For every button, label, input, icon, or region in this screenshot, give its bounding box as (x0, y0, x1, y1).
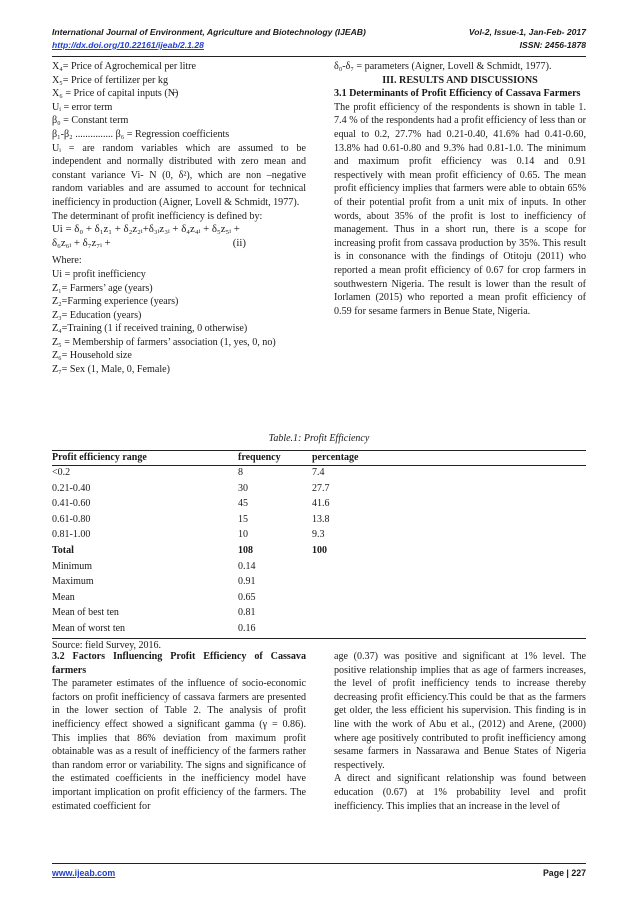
table-cell: 0.81-1.00 (52, 529, 91, 541)
table-cell: 30 (238, 482, 248, 494)
paragraph: Uᵢ = are random variables which are assumed to be independent and normally distributed with zero mean and constant variance Vi- N (0, δ²), which are non –negative random variables and are assumed to account for technical inefficiency in production (Aigner, Lovell & Schmidt, 1977). (52, 142, 306, 208)
table-total-row (52, 544, 586, 560)
section-heading: III. RESULTS AND DISCUSSIONS (382, 74, 538, 86)
table-cell: Mean of best ten (52, 607, 119, 619)
profit-efficiency-table (52, 450, 586, 655)
issn: ISSN: 2456-1878 (519, 40, 586, 50)
variable-definition: Z₁= Farmers’ age (years) (52, 282, 153, 294)
table-header-row (52, 450, 586, 466)
volume-issue: Vol-2, Issue-1, Jan-Feb- 2017 (468, 27, 586, 37)
table-caption: Table.1: Profit Efficiency (268, 433, 370, 444)
variable-definition: Z₃= Education (years) (52, 309, 142, 321)
table-row (52, 622, 586, 638)
variable-definition: X₅= Price of fertilizer per kg (52, 74, 168, 86)
table-cell: 15 (238, 513, 248, 525)
variable-definition: Z₅ = Membership of farmers’ association (1, yes, 0, no) (52, 336, 276, 348)
variable-definition: Z₆= Household size (52, 350, 132, 362)
variable-definition: Z₂=Farming experience (years) (52, 296, 179, 308)
variable-definition: Ui = profit inefficiency (52, 268, 146, 280)
running-header (52, 26, 586, 52)
variable-definition: β₁-β₂ ............... β₆ = Regression coefficients (52, 128, 230, 140)
site-link[interactable]: www.ijeab.com (52, 868, 116, 878)
table-cell: 0.41-0.60 (52, 498, 91, 510)
table-cell: 9.3 (312, 529, 325, 541)
column-header: Profit efficiency range (52, 452, 147, 463)
page-number: Page | 227 (542, 868, 586, 878)
table-cell: Mean (52, 591, 75, 603)
table-row (52, 560, 586, 576)
table-row (52, 497, 586, 513)
journal-title: International Journal of Environment, Agriculture and Biotechnology (IJEAB) (52, 27, 366, 37)
right-column-bottom (334, 650, 586, 813)
table-row (52, 591, 586, 607)
column-header: frequency (238, 452, 281, 463)
header-rule (52, 56, 586, 57)
table-cell: Minimum (52, 560, 93, 572)
footer-rule (52, 863, 586, 864)
table-cell: 8 (238, 467, 243, 478)
paragraph: A direct and significant relationship was found between education (0.67) at 1% probability level and profit inefficiency. This implies that an increase in the level of (334, 773, 586, 812)
variable-definition: Z₇= Sex (1, Male, 0, Female) (52, 364, 170, 376)
equation-line: Ui = δ₀ + δ₁z₁ + δ₂z₂ᵢ+δ₃ᵢz₃ᵢ + δ₄z₄ᵢ + δ₅z₅ᵢ + (52, 223, 240, 236)
column-header: percentage (312, 452, 359, 463)
table-cell: 27.7 (312, 482, 330, 494)
table-cell: 0.21-0.40 (52, 482, 91, 494)
variable-definition: β₀ = Constant term (52, 115, 129, 127)
left-column-top (52, 60, 306, 377)
table-cell: Mean of worst ten (52, 622, 126, 634)
table-cell: 10 (238, 529, 248, 541)
paragraph: δ₀-δ₇ = parameters (Aigner, Lovell & Schmidt, 1977). (334, 61, 552, 72)
variable-definition: X₆ = Price of capital inputs (N̶) (52, 88, 179, 100)
equation-number: (ii) (232, 236, 246, 249)
table-cell: <0.2 (52, 467, 71, 478)
table-cell: 45 (238, 498, 248, 510)
paragraph: age (0.37) was positive and significant at 1% level. The positive relationship implies that as age of farmers increases, the level of profit inefficiency tends to increase thereby decreasing profit efficiency.This could be that as the farmers get older, the less efficient his supervision. This finding is in line with the work of Abu et al., (2012) and Arene, (2000) where age positively contributed to profit inefficiency among sesame farmers in Nassarawa and Benue States of Nigeria respectively. (334, 651, 586, 771)
variable-definition: Uᵢ = error term (52, 101, 113, 113)
table-cell: 13.8 (312, 513, 330, 525)
table-row (52, 482, 586, 498)
subsection-heading: 3.2 Factors Influencing Profit Efficiency of Cassava farmers (52, 651, 306, 676)
table-row (52, 513, 586, 529)
table-cell: 7.4 (312, 467, 325, 478)
table-cell: Maximum (52, 576, 94, 588)
right-column-top (334, 60, 586, 318)
equation-line (52, 237, 306, 251)
table-source: Source: field Survey, 2016. (52, 639, 162, 651)
variable-definition: Z₄=Training (1 if received training, 0 otherwise) (52, 323, 248, 335)
paragraph: The determinant of profit inefficiency is defined by: (52, 210, 263, 222)
paragraph: The profit efficiency of the respondents is shown in table 1. 7.4 % of the respondents had a profit efficiency of less than or equal to 0.2, 27.7% had 0.21-0.40, 41.6% had 0.41-0.60, 13.8% had 0.61-0.80 and 9.3% had 0.81-1.0. The minimum and maximum profit efficiency was 0.14 and 0.91 respectively with mean profit efficiency of 0.65. The mean profit efficiency implies that farmers were able to obtain 65% of their potential profit from a unit mix of inputs. In other words, about 35% of the profit is lost to inefficiency of management. Thus in a short run, there is a scope for increasing profit from cassava production by 35%. This result is in consonance with the findings of Otitoju (2011) who reported a mean profit efficiency of 0.67 for crop farmers in southwestern Nigeria. The result is lower than the result of Iorlamen (2015) who reported a mean profit efficiency of 0.59 for sesame farmers in Benue State, Nigeria. (334, 101, 586, 317)
subsection-heading: 3.1 Determinants of Profit Efficiency of Cassava Farmers (334, 88, 581, 100)
table-cell: 0.14 (238, 560, 256, 572)
table-cell: 108 (238, 544, 253, 556)
table-row (52, 528, 586, 544)
table-cell: 0.81 (238, 607, 256, 619)
table-cell: 0.61-0.80 (52, 513, 91, 525)
table-row (52, 575, 586, 591)
table-cell: Total (52, 544, 74, 556)
where-label: Where: (52, 255, 82, 267)
table-row (52, 466, 586, 482)
table-cell: 100 (312, 544, 327, 556)
paragraph: The parameter estimates of the influence of socio-economic factors on profit inefficiency of cassava farmers are presented in the lower section of Table 2. The analysis of profit inefficiency effect showed a significant gamma (γ = 0.86). This implies that 86% deviation from maximum profit obtainable was as a result of inefficiency of the farmers rather than random error or variability. The signs and significance of the estimated coefficients in the inefficiency model have important implication on profit efficiency of the farmers. The estimated coefficient for (52, 678, 306, 812)
doi-link[interactable]: http://dx.doi.org/10.22161/ijeab/2.1.28 (52, 40, 204, 50)
table-cell: 0.65 (238, 591, 256, 603)
table-cell: 0.16 (238, 622, 256, 634)
table-cell: 41.6 (312, 498, 330, 510)
left-column-bottom (52, 650, 306, 813)
equation-terms: δ₆z₆ᵢ + δ₇z₇ᵢ + (52, 236, 111, 249)
table-row (52, 606, 586, 622)
variable-definition: X₄= Price of Agrochemical per litre (52, 61, 197, 72)
table-cell: 0.91 (238, 576, 256, 588)
